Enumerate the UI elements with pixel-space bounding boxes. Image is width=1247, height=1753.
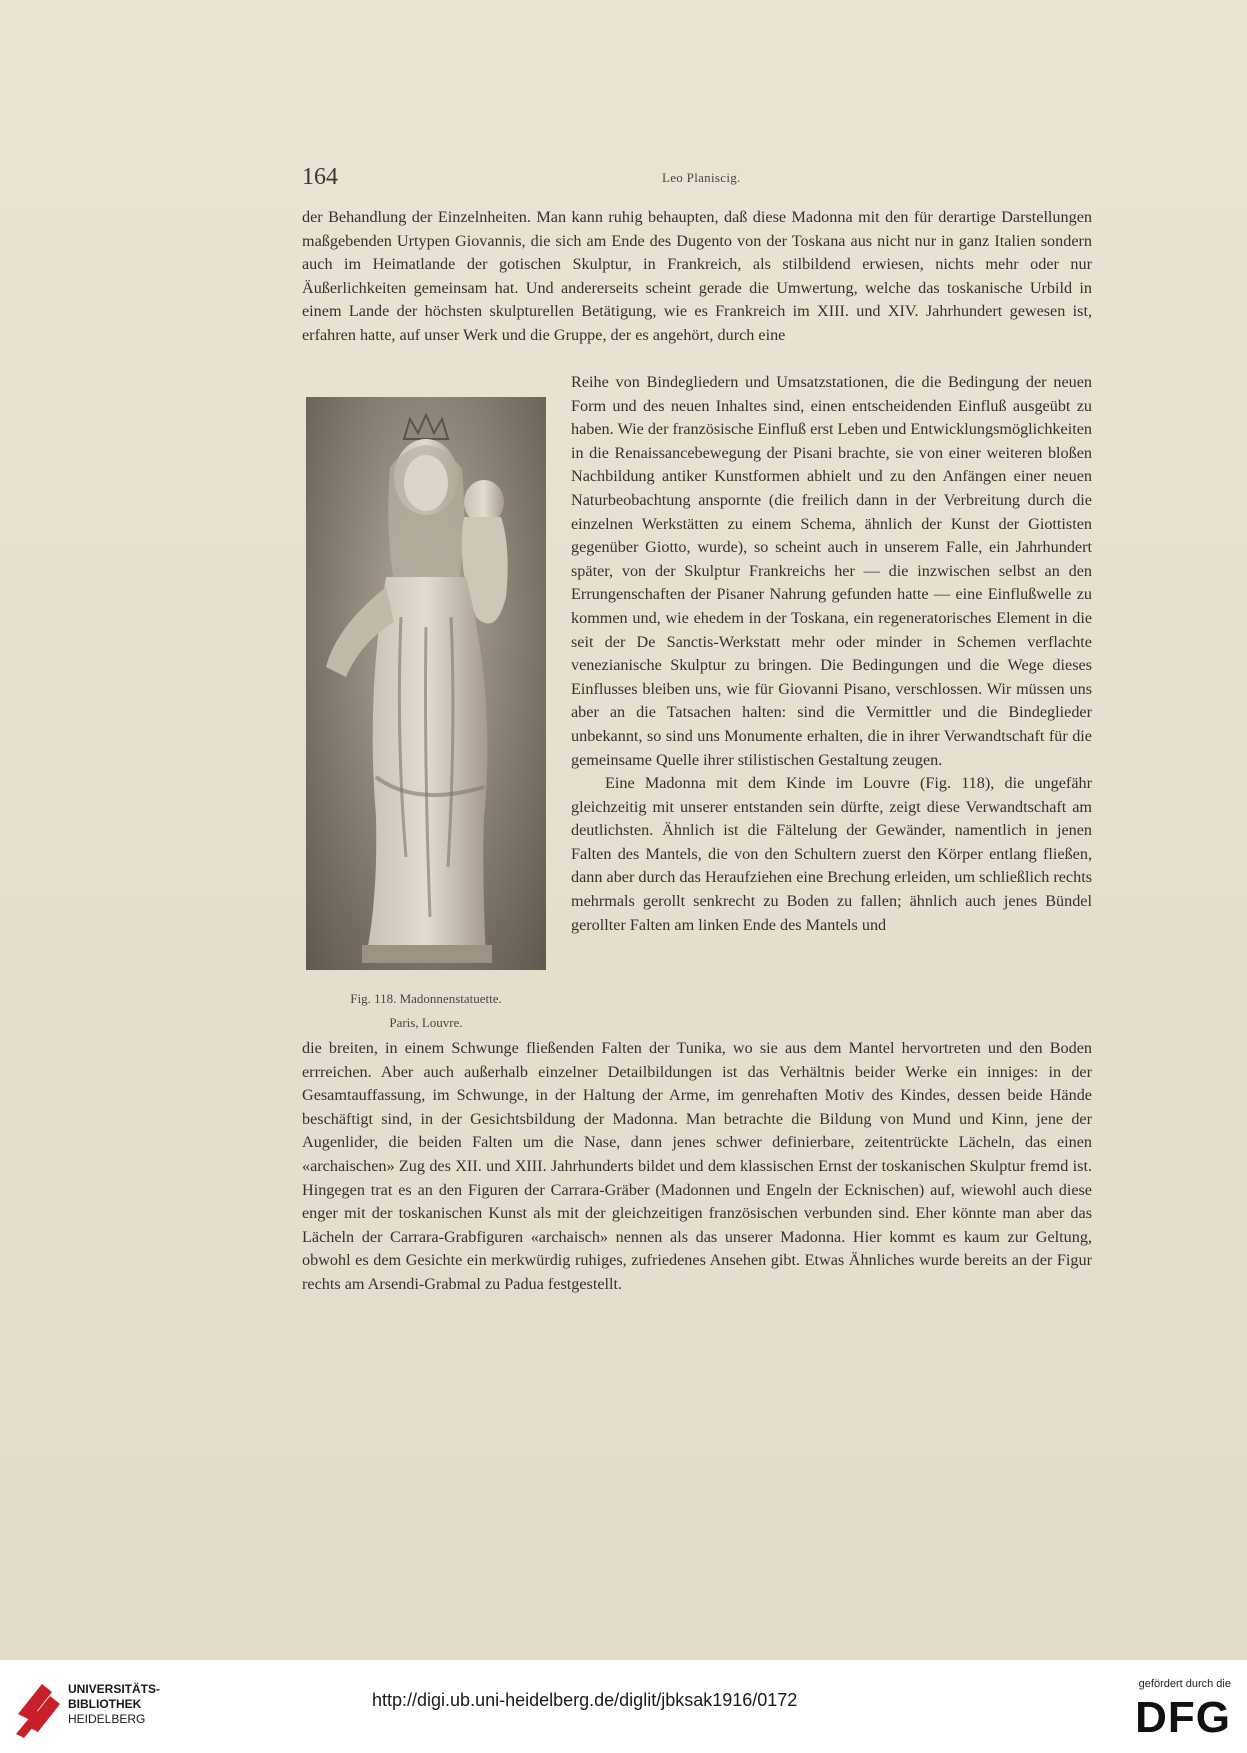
ub-heidelberg-logo-icon [12,1674,74,1740]
madonna-statue-photo [306,397,546,970]
paragraph-4: die breiten, in einem Schwunge fließenden Falten der Tunika, wo sie aus dem Mantel hervortreten und den Boden errreichen. Aber auch außerhalb einzelner Detailbildungen ist das Verhältnis beider Werke ein inniges: in der Gesamtauffassung, im Schwunge, in der Haltung der Arme, im genrehaften Motiv des Kindes, dessen beide Hände beschäftigt sind, in der Gesichtsbildung der Madonna. Man betrachte die Bildung von Mund und Kinn, jene der Augenlider, die beiden Falten um die Nase, dann jenes schwer definierbare, zeitentrückte Lächeln, das einen «archaischen» Zug des XII. und XIII. Jahrhunderts bildet und dem klassischen Ernst der toskanischen Skulptur fremd ist. Hingegen trat es an den Figuren der Carrara-Gräber (Madonnen und Engeln der Ecknischen) auf, wiewohl auch diese enger mit der toskanischen Kunst als mit der gleichzeitigen französischen verbunden sind. Eher könnte man aber das Lächeln der Carrara-Grabfiguren «archaisch» nennen als das unserer Madonna. Hier kommt es kaum zur Geltung, obwohl es dem Gesichte ein merkwürdig ruhiges, zufriedenes Ansehen gibt. Etwas Ähnliches wurde bereits an der Figur rechts am Arsendi-Grabmal zu Padua festgestellt. [302,1039,1092,1293]
figure-caption-location: Paris, Louvre. [389,1015,463,1030]
paragraph-3: Eine Madonna mit dem Kinde im Louvre (Fig. 118), die ungefähr gleichzeitig mit unserer entstanden sein dürfte, zeigt diese Verwandtschaft am deutlichsten. Ähnlich ist die Fältelung der Gewänder, namentlich in jenen Falten des Mantels, die von den Schultern zuerst den Körper entlang fließen, dann aber durch das Heraufziehen eine Brechung erleiden, um schließlich rechts mehrmals gerollt senkrecht zu Boden zu fallen; ähnlich auch jenes Bündel gerollter Falten am linken Ende des Mantels und [571,774,1092,934]
page-header [302,164,1092,194]
library-line-2: BIBLIOTHEK [68,1697,142,1711]
paragraph-2: Reihe von Bindegliedern und Umsatzstationen, die die Bedingung der neuen Form und des neuen Inhaltes sind, einen entscheidenden Einfluß ausgeübt zu haben. Wie der französische Einfluß erst Leben und Entwicklungsmöglichkeiten in die Renaissancebewegung der Pisani brachte, sie von einer weiteren bloßen Nachbildung antiker Kunstformen abhielt und zu den Anfängen einer neuen Naturbeobachtung anspornte (die freilich dann in der Verbreitung durch die einzelnen Werkstätten zu einem Schema, ähnlich der Kunst der Giottisten gegenüber Giotto, wurde), so scheint auch in unserem Falle, ein Jahrhundert später, von der Skulptur Frankreichs her — die inzwischen selbst an den Errungenschaften der Pisaner Nahrung gefunden hatte — eine Einflußwelle zu kommen und, wie ehedem in der Toskana, ein regeneratorisches Element in die seit der De Sanctis-Werkstatt mehr oder minder in Schemen verflachte venezianische Skulptur zu bringen. Die Bedingungen und die Wege dieses Einflusses bleiben uns, wie für Giovanni Pisano, verschlossen. Wir müssen uns aber an die Tatsachen halten: sind die Vermittler und die Bindeglieder unbekannt, so sind uns Monumente erhalten, die in ihrer Verwandtschaft für die gemeinsame Quelle ihrer stilistischen Gestaltung zeugen. [571,373,1092,769]
figure-caption-title: Fig. 118. Madonnenstatuette. [350,991,502,1006]
permalink-url[interactable]: http://digi.ub.uni-heidelberg.de/diglit/jbksak1916/0172 [372,1690,798,1710]
dfg-logo: DFG [1135,1693,1231,1742]
library-line-1: UNIVERSITÄTS- [68,1682,161,1696]
library-name [68,1682,160,1727]
digitization-footer [0,1660,1247,1753]
running-head: Leo Planiscig. [662,170,741,185]
page-number: 164 [302,164,338,190]
library-line-3: HEIDELBERG [68,1712,146,1726]
funded-by-label: gefördert durch die [1138,1678,1231,1690]
madonna-statue-icon [306,397,546,970]
paragraph-1: der Behandlung der Einzelnheiten. Man kann ruhig behaupten, daß diese Madonna mit den für derartige Darstellungen maßgebenden Urtypen Giovannis, die sich am Ende des Dugento von der Toskana aus nicht nur in ganz Italien sondern auch im Heimatlande der gotischen Skulptur, in Frankreich, als stilbildend erwiesen, nichts mehr oder nur Äußerlichkeiten gemeinsam hat. Und andererseits scheint gerade die Umwertung, welche das toskanische Urbild in einem Lande der höchsten skulpturellen Betätigung, wie es Frankreich im XIII. und XIV. Jahrhundert gewesen ist, erfahren hatte, auf unser Werk und die Gruppe, der es angehört, durch eine [302,208,1092,344]
wrapped-text-column [571,371,1092,937]
